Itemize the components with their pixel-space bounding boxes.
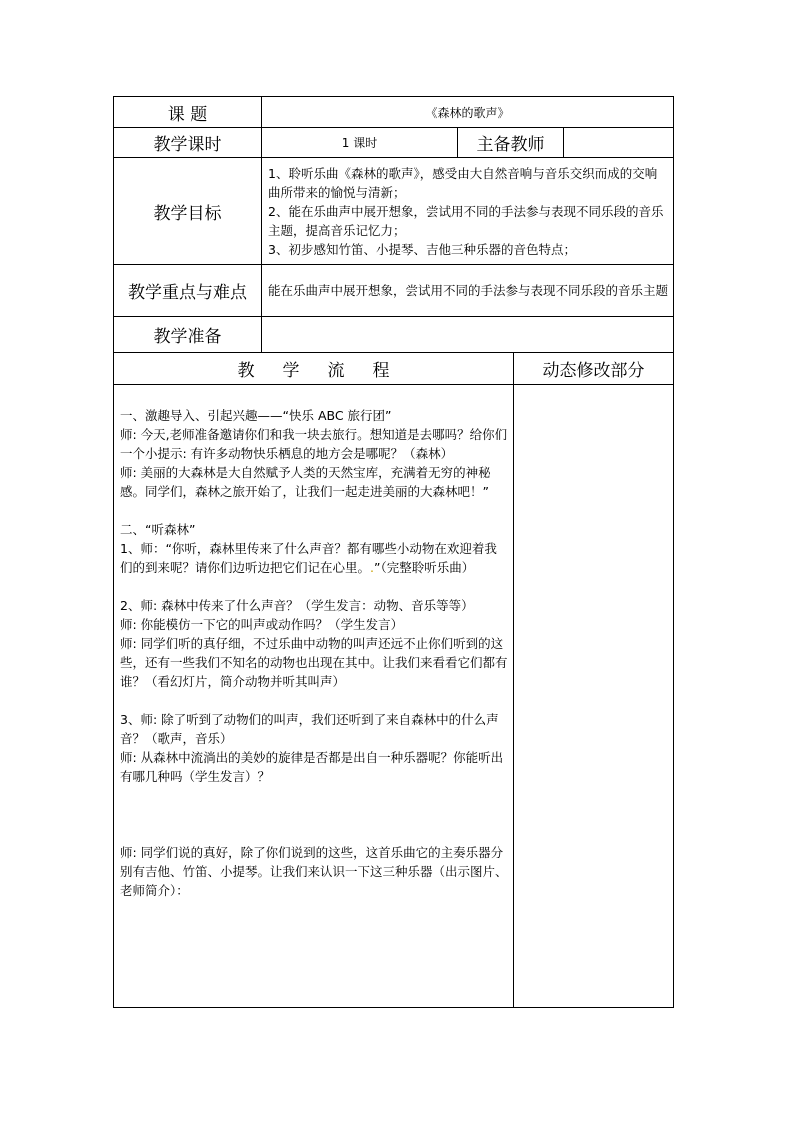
row-flow-content — [114, 385, 674, 1008]
goals-cell — [262, 158, 674, 265]
teacher-label: 主备教师 — [458, 128, 564, 158]
prep-label: 教学准备 — [114, 317, 262, 353]
flow-text: 1、师：“你听，森林里传来了什么声音？都有哪些小动物在欢迎着我们的到来呢？请你们边听边把它们记在心里。 — [120, 541, 497, 575]
revise-content — [514, 385, 674, 1008]
topic-label: 课 题 — [114, 97, 262, 128]
section-title: 一、激趣导入、引起兴趣——“快乐 ABC 旅行团” — [120, 408, 392, 423]
hours-label: 教学课时 — [114, 128, 262, 158]
flow-paragraph: 师: 同学们说的真好，除了你们说到的这些，这首乐曲它的主奏乐器分别有吉他、竹笛、小提琴。让我们来认识一下这三种乐器（出示图片、老师简介）： — [120, 845, 508, 898]
keypoints-label: 教学重点与难点 — [114, 265, 262, 317]
flow-header-char: 程 — [372, 361, 390, 381]
section-title: 二、“听森林” — [120, 522, 196, 537]
goal-item: 2、能在乐曲声中展开想象，尝试用不同的手法参与表现不同乐段的音乐主题，提高音乐记忆力； — [268, 203, 664, 238]
flow-paragraph: 师: 你能模仿一下它的叫声或动作吗？（学生发言） — [120, 617, 404, 632]
keypoints-value: 能在乐曲声中展开想象，尝试用不同的手法参与表现不同乐段的音乐主题 — [262, 265, 674, 317]
flow-header-char: 学 — [282, 361, 300, 381]
revise-header: 动态修改部分 — [514, 353, 674, 385]
flow-paragraph: 师: 今天,老师准备邀请你们和我一块去旅行。想知道是去哪吗？给你们一个小提示: 有许多动物快乐栖息的地方会是哪呢？（森林） — [120, 427, 508, 461]
teacher-value — [564, 128, 674, 158]
flow-paragraph: 3、师: 除了听到了动物们的叫声，我们还听到了来自森林中的什么声音？（歌声，音乐） — [120, 712, 499, 746]
row-topic — [114, 97, 674, 128]
flow-paragraph: 师: 同学们听的真仔细，不过乐曲中动物的叫声还远不止你们听到的这些，还有一些我们不知名的动物也出现在其中。让我们来看看它们都有谁？（看幻灯片，简介动物并听其叫声） — [120, 636, 508, 689]
row-prep — [114, 317, 674, 353]
row-goals — [114, 158, 674, 265]
flow-header — [114, 353, 514, 385]
flow-header-char: 流 — [327, 361, 345, 381]
flow-paragraph: 师: 美丽的大森林是大自然赋予人类的天然宝库，充满着无穷的神秘感。同学们，森林之旅开始了，让我们一起走进美丽的大森林吧！” — [120, 465, 491, 499]
goal-item: 1、聆听乐曲《森林的歌声》，感受由大自然音响与音乐交织而成的交响曲所带来的愉悦与清新； — [268, 165, 658, 200]
row-keypoints — [114, 265, 674, 317]
hours-value: 1 课时 — [262, 128, 458, 158]
row-hours — [114, 128, 674, 158]
flow-text: . — [370, 560, 374, 575]
flow-paragraph — [120, 539, 509, 577]
goals-label: 教学目标 — [114, 158, 262, 265]
lesson-plan-table — [113, 96, 674, 1008]
row-flow-header — [114, 353, 674, 385]
flow-paragraph: 2、师: 森林中传来了什么声音？（学生发言：动物、音乐等等） — [120, 598, 474, 613]
topic-value: 《森林的歌声》 — [262, 97, 674, 128]
flow-content — [114, 385, 514, 1008]
flow-text: ”（完整聆听乐曲） — [374, 560, 475, 575]
prep-value — [262, 317, 674, 353]
goal-item: 3、初步感知竹笛、小提琴、吉他三种乐器的音色特点； — [268, 241, 576, 257]
flow-header-char: 教 — [237, 361, 255, 381]
flow-paragraph: 师: 从森林中流淌出的美妙的旋律是否都是出自一种乐器呢？你能听出有哪几种吗（学生发言）？ — [120, 750, 504, 784]
